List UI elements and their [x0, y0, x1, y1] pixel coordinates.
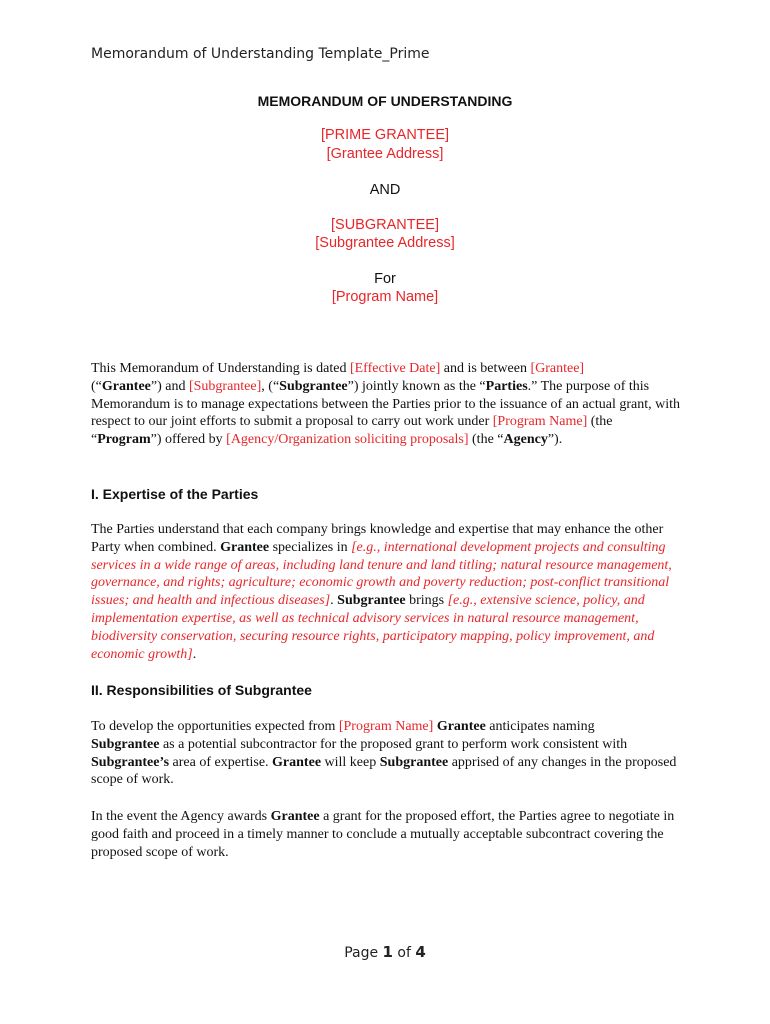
subgrantee-placeholder: [SUBGRANTEE]	[331, 217, 439, 233]
agency-placeholder: [Agency/Organization soliciting proposals]	[226, 432, 469, 448]
grantee-areas-placeholder: [e.g., international development projects and consulting services in a wide range of areas, including land tenure and land titling; natural resource management, governance, and rights; agriculture; economic growth and poverty reduction; post-conflict transitional issues; and health and infectious diseases]	[91, 539, 672, 609]
for-label: For	[374, 271, 396, 287]
page-footer: Page 1 of 4	[344, 943, 426, 961]
subgrantee-areas-placeholder: [e.g., extensive science, policy, and implementation expertise, as well as technical advisory services in natural resource management, biodiversity conservation, securing resource rights, participatory mapping, policy improvement, and economic growth]	[91, 593, 655, 662]
section-heading-expertise: I. Expertise of the Parties	[91, 486, 259, 502]
program-name-placeholder-2: [Program Name]	[338, 719, 434, 734]
grantee-placeholder: [Grantee]	[530, 361, 585, 376]
page-number: 1	[382, 943, 393, 961]
page-total: 4	[415, 943, 426, 961]
subgrantee-address-placeholder: [Subgrantee Address]	[315, 235, 455, 251]
grantee-address-placeholder: [Grantee Address]	[326, 146, 444, 162]
prime-grantee-placeholder: [PRIME GRANTEE]	[320, 127, 450, 143]
intro-paragraph: This Memorandum of Understanding is dated [Effective Date] and is between [Grantee] (“Grantee”) and [Subgrantee], (“Subgrantee”) jointly known as the “Parties.” The purpose of this Memorandum is to manage expectations between the Parties prior to the issuance of an actual grant, with respect to our joint efforts to submit a proposal to carry out work under [Program Name] (the “Program”) offered by [Agency/Organization soliciting proposals] (the “Agency”).	[91, 361, 680, 448]
expertise-paragraph: The Parties understand that each company brings knowledge and expertise that may enhance the other Party when combined. Grantee specializes in [e.g., international development projects and consulting services in a wide range of areas, including land tenure and land titling; natural resource management, governance, and rights; agriculture; economic growth and poverty reduction; post-conflict transitional issues; and health and infectious diseases]. Subgrantee brings [e.g., extensive science, policy, and implementation expertise, as well as technical advisory services in natural resource management, biodiversity conservation, securing resource rights, participatory mapping, policy improvement, and economic growth].	[91, 522, 672, 662]
responsibilities-paragraph-1: To develop the opportunities expected from [Program Name] Grantee anticipates naming Subgrantee as a potential subcontractor for the proposed grant to perform work consistent with Subgrantee’s area of expertise. Grantee will keep Subgrantee apprised of any changes in the proposed scope of work.	[91, 719, 677, 788]
responsibilities-paragraph-2: In the event the Agency awards Grantee a grant for the proposed effort, the Parties agree to negotiate in good faith and proceed in a timely manner to conclude a mutually acceptable subcontract covering the proposed scope of work.	[91, 809, 675, 860]
and-separator: AND	[369, 182, 401, 198]
subgrantee-inline-placeholder: [Subgrantee]	[188, 378, 262, 394]
section-heading-responsibilities: II. Responsibilities of Subgrantee	[91, 682, 312, 698]
program-name-placeholder: [Program Name]	[331, 289, 439, 305]
document-title: MEMORANDUM OF UNDERSTANDING	[257, 93, 513, 109]
effective-date-placeholder: [Effective Date]	[349, 361, 441, 376]
page-header: Memorandum of Understanding Template_Prime	[91, 46, 430, 62]
program-name-inline-placeholder: [Program Name]	[492, 414, 588, 430]
